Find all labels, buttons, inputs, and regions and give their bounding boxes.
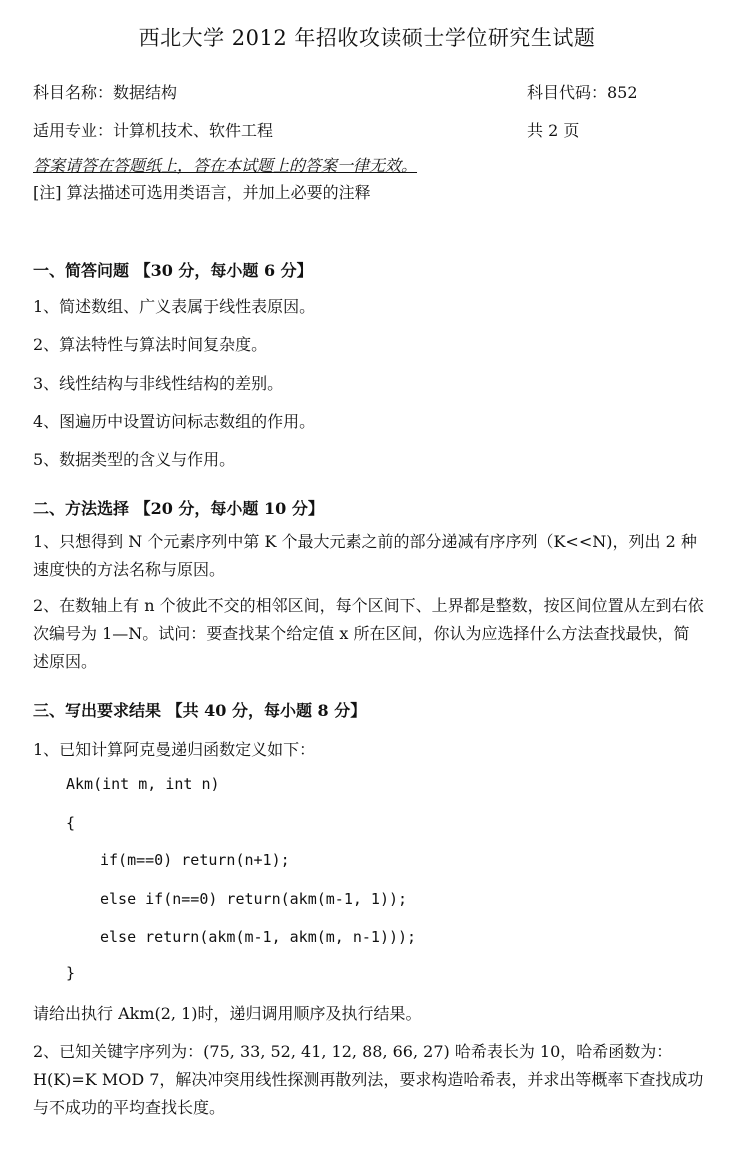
subject-code: 科目代码：852 bbox=[527, 83, 638, 102]
section-3-heading: 三、写出要求结果 【共 40 分，每小题 8 分】 bbox=[33, 701, 367, 720]
page-count: 共 2 页 bbox=[527, 121, 580, 140]
answer-notice: 答案请答在答题纸上，答在本试题上的答案一律无效。 bbox=[33, 156, 418, 175]
code-line-else-if: else if(n==0) return(akm(m-1, 1)); bbox=[100, 890, 408, 908]
section-2-question-2: 2、在数轴上有 n 个彼此不交的相邻区间，每个区间下、上界都是整数，按区间位置从左到右依次编号为 1—N。试问：要查找某个给定值 x 所在区间，你认为应选择什么方法查找最快，简述原因。 bbox=[33, 596, 704, 671]
section-1-question-2: 2、算法特性与算法时间复杂度。 bbox=[33, 335, 268, 354]
code-line-signature: Akm(int m, int n) bbox=[66, 775, 220, 793]
code-line-if: if(m==0) return(n+1); bbox=[100, 851, 290, 869]
code-line-close-brace: } bbox=[66, 964, 76, 982]
section-3-question-1-intro: 1、已知计算阿克曼递归函数定义如下： bbox=[33, 740, 316, 759]
section-1-question-5: 5、数据类型的含义与作用。 bbox=[33, 450, 236, 469]
section-3-question-2: 2、已知关键字序列为：(75, 33, 52, 41, 12, 88, 66, 27) 哈希表长为 10，哈希函数为：H(K)=K MOD 7，解决冲突用线性探测再散列法，要求构造哈希表，并求出等概率下查找成功与不成功的平均查找长度。 bbox=[33, 1042, 704, 1117]
section-2-question-1: 1、只想得到 N 个元素序列中第 K 个最大元素之前的部分递减有序序列（K<<N)，列出 2 种速度快的方法名称与原因。 bbox=[33, 532, 697, 579]
section-1-question-3: 3、线性结构与非线性结构的差别。 bbox=[33, 374, 284, 393]
page-title: 西北大学 2012 年招收攻读硕士学位研究生试题 bbox=[138, 26, 596, 50]
subject-name: 科目名称：数据结构 bbox=[33, 83, 178, 102]
section-1-heading: 一、简答问题 【30 分，每小题 6 分】 bbox=[33, 261, 313, 280]
section-3-question-1-ask: 请给出执行 Akm(2, 1)时，递归调用顺序及执行结果。 bbox=[33, 1004, 422, 1023]
section-1-question-1: 1、简述数组、广义表属于线性表原因。 bbox=[33, 297, 316, 316]
algorithm-note: [注] 算法描述可选用类语言，并加上必要的注释 bbox=[33, 183, 371, 202]
applicable-major: 适用专业：计算机技术、软件工程 bbox=[33, 121, 274, 140]
code-line-else: else return(akm(m-1, akm(m, n-1))); bbox=[100, 928, 417, 946]
section-1-question-4: 4、图遍历中设置访问标志数组的作用。 bbox=[33, 412, 316, 431]
code-line-open-brace: { bbox=[66, 814, 76, 832]
section-2-heading: 二、方法选择 【20 分，每小题 10 分】 bbox=[33, 499, 324, 518]
